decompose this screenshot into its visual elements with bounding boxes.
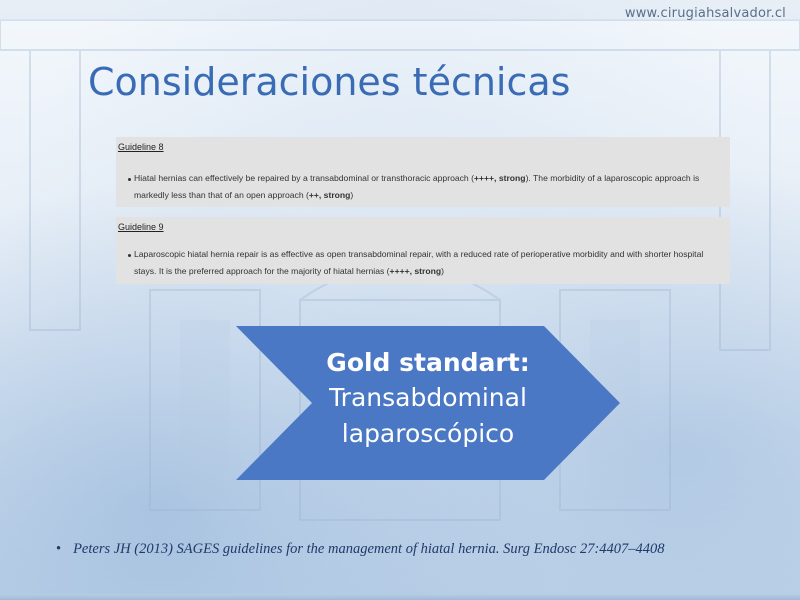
- guideline-text: Laparoscopic hiatal hernia repair is as effective as open transabdominal repair, with a reduced rate of perioperative morbidity and with shorter hospital stays. It is the preferred approach for the majority of hiatal hernias (++++, strong): [134, 249, 704, 276]
- arrow-label-line2: Transabdominal: [329, 383, 527, 412]
- slide-title: Consideraciones técnicas: [88, 60, 571, 104]
- arrow-label-line1: Gold standart:: [326, 348, 530, 377]
- guideline-text: Hiatal hernias can effectively be repaired by a transabdominal or transthoracic approach (++++, strong). The morbidity of a laparoscopic approach is markedly less than that of an open approach (++, strong): [134, 173, 700, 200]
- bullet-icon: •: [56, 541, 62, 557]
- reference-text: Peters JH (2013) SAGES guidelines for the management of hiatal hernia. Surg Endosc 27:4407–4408: [73, 541, 665, 557]
- website-url: www.cirugiahsalvador.cl: [624, 6, 786, 21]
- reference-citation: [56, 541, 665, 558]
- guideline-heading: Guideline 9: [118, 222, 164, 232]
- bottom-band: [0, 594, 800, 600]
- guideline-heading: Guideline 8: [118, 142, 164, 152]
- arrow-label-line3: laparoscópico: [341, 419, 515, 448]
- arrow-label: [296, 345, 560, 452]
